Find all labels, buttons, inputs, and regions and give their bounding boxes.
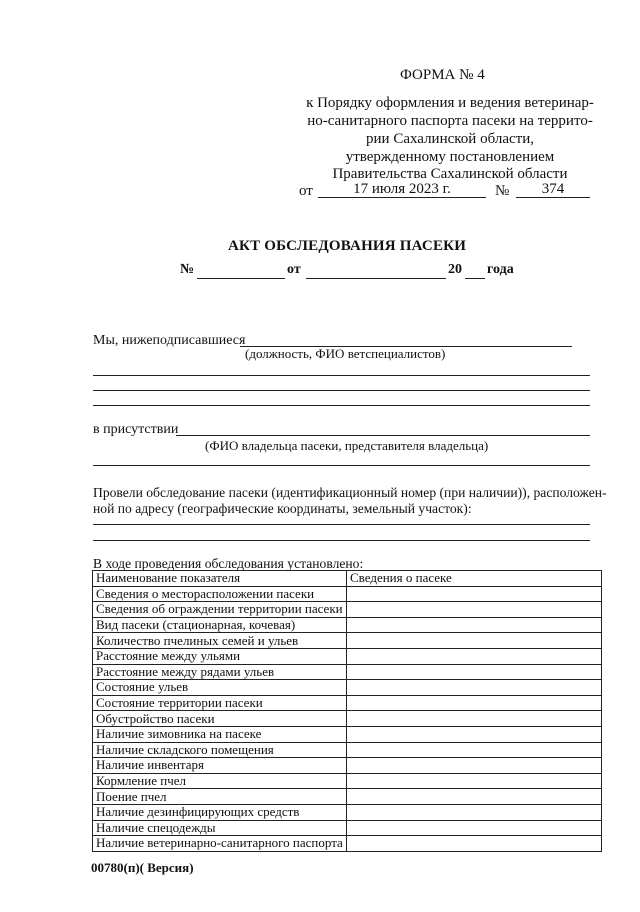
table-row-value: [347, 617, 602, 633]
act-date-blank: [306, 278, 446, 279]
signers-label: Мы, нижеподписавшиеся: [93, 333, 246, 348]
table-row-value: [347, 633, 602, 649]
header-line-5: Правительства Сахалинской области: [332, 166, 568, 182]
table-row: [93, 773, 602, 789]
table-row: [93, 617, 602, 633]
header-number: 374: [541, 181, 565, 197]
header-line-4: утвержденному постановлением: [345, 149, 555, 165]
table-row-value: [347, 804, 602, 820]
table-row-value: [347, 726, 602, 742]
header-line-3: рии Сахалинской области,: [366, 131, 534, 147]
table-row-label: Наличие инвентаря: [93, 758, 347, 774]
footer-version: 00780(п)( Версия): [91, 860, 194, 875]
table-row-label: Сведения о месторасположении пасеки: [93, 586, 347, 602]
table-row-value: [347, 680, 602, 696]
header-number-label: №: [495, 183, 510, 199]
presence-label: в присутствии: [93, 422, 179, 437]
table-row-label: Поение пчел: [93, 789, 347, 805]
table-row-value: [347, 602, 602, 618]
table-row-value: [347, 820, 602, 836]
table-row: [93, 602, 602, 618]
table-row: [93, 648, 602, 664]
act-year-suffix: года: [487, 262, 514, 277]
table-row: [93, 711, 602, 727]
table-header-cell: Сведения о пасеке: [347, 571, 602, 587]
act-number-sign: №: [180, 262, 195, 277]
header-line-1: к Порядку оформления и ведения ветеринар-: [306, 95, 594, 111]
table-row-label: Наличие спецодежды: [93, 820, 347, 836]
signers-caption: (должность, ФИО ветспециалистов): [245, 346, 446, 361]
table-row: [93, 758, 602, 774]
signers-line-2: [93, 375, 590, 376]
presence-blank: [176, 435, 590, 436]
table-row: [93, 680, 602, 696]
table-row-label: Состояние ульев: [93, 680, 347, 696]
document-title: АКТ ОБСЛЕДОВАНИЯ ПАСЕКИ: [228, 238, 467, 254]
table-row: [93, 695, 602, 711]
inspection-blank-2: [93, 540, 590, 541]
inspection-text-line-2: ной по адресу (географические координаты, земельный участок):: [93, 501, 472, 516]
header-line-2: но-санитарного паспорта пасеки на террито-: [307, 113, 593, 129]
table-row-label: Наличие зимовника на пасеке: [93, 726, 347, 742]
signers-line-3: [93, 390, 590, 391]
table-row: [93, 633, 602, 649]
header-date-underline: [318, 197, 486, 198]
act-year-prefix: 20: [448, 262, 462, 277]
table-row-label: Расстояние между ульями: [93, 648, 347, 664]
table-row-label: Расстояние между рядами ульев: [93, 664, 347, 680]
table-row-label: Обустройство пасеки: [93, 711, 347, 727]
table-row-value: [347, 742, 602, 758]
table-header-row: [93, 571, 602, 587]
act-number-blank: [197, 278, 285, 279]
table-row: [93, 804, 602, 820]
table-row: [93, 664, 602, 680]
header-from-label: от: [299, 183, 313, 199]
inspection-text-line-1: Провели обследование пасеки (идентификационный номер (при наличии)), расположен-: [93, 485, 607, 500]
table-row: [93, 789, 602, 805]
table-header-cell: Наименование показателя: [93, 571, 347, 587]
table-row-value: [347, 789, 602, 805]
table-row: [93, 742, 602, 758]
presence-caption: (ФИО владельца пасеки, представителя владельца): [205, 438, 489, 453]
table-row-label: Состояние территории пасеки: [93, 695, 347, 711]
table-row-label: Наличие ветеринарно-санитарного паспорта: [93, 836, 347, 852]
table-row-label: Наличие складского помещения: [93, 742, 347, 758]
table-row-value: [347, 695, 602, 711]
table-row-value: [347, 836, 602, 852]
table-row-value: [347, 648, 602, 664]
header-number-underline: [516, 197, 590, 198]
inspection-blank-1: [93, 524, 590, 525]
findings-intro: В ходе проведения обследования установлено:: [93, 556, 364, 571]
table-row-label: Вид пасеки (стационарная, кочевая): [93, 617, 347, 633]
table-row-value: [347, 773, 602, 789]
header-date: 17 июля 2023 г.: [353, 181, 451, 197]
table-row: [93, 836, 602, 852]
table-row-value: [347, 711, 602, 727]
table-row-value: [347, 758, 602, 774]
table-row-label: Количество пчелиных семей и ульев: [93, 633, 347, 649]
table-row-label: Сведения об ограждении территории пасеки: [93, 602, 347, 618]
table-row-value: [347, 664, 602, 680]
act-from-label: от: [287, 262, 301, 277]
act-year-blank: [465, 278, 485, 279]
table-row: [93, 820, 602, 836]
signers-line-4: [93, 405, 590, 406]
inspection-table: [92, 570, 602, 852]
table-row: [93, 586, 602, 602]
presence-line-2: [93, 465, 590, 466]
table-row: [93, 726, 602, 742]
table-row-value: [347, 586, 602, 602]
table-row-label: Кормление пчел: [93, 773, 347, 789]
form-title: ФОРМА № 4: [400, 67, 485, 83]
table-row-label: Наличие дезинфицирующих средств: [93, 804, 347, 820]
